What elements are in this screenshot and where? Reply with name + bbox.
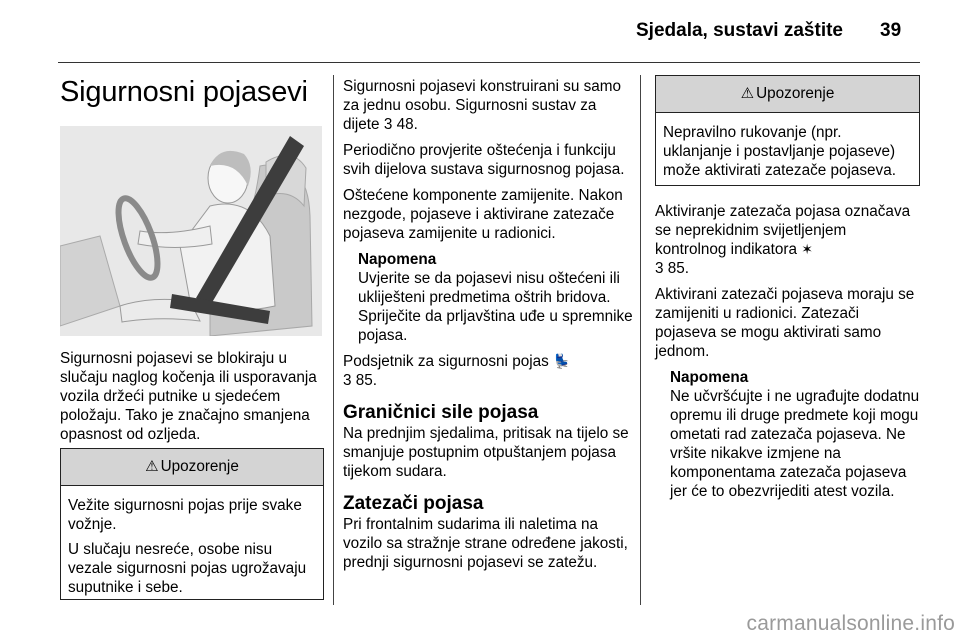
driver-seatbelt-drawing xyxy=(60,126,322,336)
watermark: carmanualsonline.info xyxy=(746,612,955,635)
activation-indicator-text: Aktiviranje zatezača pojasa označava se neprekidnim svijetljenjem kontrolnog indikatora ✶ 3 85. xyxy=(655,203,911,277)
section-title: Sigurnosni pojasevi xyxy=(60,76,308,108)
note-label: Napomena xyxy=(358,251,437,268)
page-number: 39 xyxy=(880,20,902,41)
warning-header xyxy=(656,76,919,113)
header-rule xyxy=(58,62,920,63)
warning-title: Upozorenje xyxy=(160,458,239,475)
note-label: Napomena xyxy=(670,369,749,386)
warning-text-2: U slučaju nesreće, osobe nisu vezale sigurnosni pojas ugrožavaju suputnike i sebe. xyxy=(68,541,307,596)
reminder-text: Podsjetnik za sigurnosni pojas 💺 3 85. xyxy=(343,353,571,389)
note-right xyxy=(655,368,920,501)
seatbelt-icon: 💺 xyxy=(553,353,571,369)
force-limiters-heading: Graničnici sile pojasa xyxy=(343,402,539,423)
periodic-check-text: Periodično provjerite oštećenja i funkciju svih dijelova sustava sigurnosnog pojasa. xyxy=(343,142,625,178)
warning-triangle-icon: ⚠ xyxy=(145,458,159,475)
force-limiters-text: Na prednjim sjedalima, pritisak na tijelo se smanjuje postupnim otpuštanjem pojasa tijekom sudara. xyxy=(343,425,629,480)
single-person-text: Sigurnosni pojasevi konstruirani su samo za jednu osobu. Sigurnosni sustav za dijete 3 48. xyxy=(343,78,622,133)
seatbelt-intro-text: Sigurnosni pojasevi se blokiraju u slučaju naglog kočenja ili usporavanja vozila držeći putnike u sjedećem položaju. Tako je značajno smanjena opasnost od ozljeda. xyxy=(60,350,317,443)
pretensioners-text: Pri frontalnim sudarima ili naletima na vozilo sa stražnje strane određene jakosti, prednji sigurnosni pojasevi se zatežu. xyxy=(343,516,628,571)
warning-title: Upozorenje xyxy=(756,85,835,102)
seatbelt-illustration xyxy=(60,126,322,336)
warning-box-right xyxy=(655,75,920,186)
warning-box-left xyxy=(60,448,324,600)
warning-triangle-icon: ⚠ xyxy=(740,85,755,102)
warning-header xyxy=(61,449,323,486)
warning-text: Nepravilno rukovanje (npr. uklanjanje i postavljanje pojaseve) može aktivirati zatezače pojaseva. xyxy=(663,124,896,179)
page-header-title: Sjedala, sustavi zaštite xyxy=(636,20,843,41)
replace-components-text: Oštećene komponente zamijenite. Nakon nezgode, pojaseve i aktivirane zatezače pojaseva zamijenite u radionici. xyxy=(343,187,623,242)
note-text: Uvjerite se da pojasevi nisu oštećeni ili ukliješteni predmetima oštrih bridova. Spriječite da prljavština uđe u spremnike pojasa. xyxy=(358,270,633,344)
warning-body xyxy=(656,113,919,192)
column-divider-left xyxy=(333,75,334,605)
pretensioners-heading: Zatezači pojasa xyxy=(343,493,484,514)
column-divider-right xyxy=(640,75,641,605)
airbag-indicator-icon: ✶ xyxy=(801,241,813,257)
replace-pretensioners-text: Aktivirani zatezači pojaseva moraju se zamijeniti u radionici. Zatezači pojaseva se mogu aktivirati samo jednom. xyxy=(655,286,915,360)
page-ref-48[interactable]: 3 48. xyxy=(383,116,418,133)
warning-body xyxy=(61,486,323,609)
note-middle xyxy=(343,250,633,345)
page-ref-85[interactable]: 3 85. xyxy=(655,260,690,277)
page-ref-85[interactable]: 3 85. xyxy=(343,372,378,389)
note-text: Ne učvršćujte i ne ugrađujte dodatnu opremu ili druge predmete koji mogu ometati rad zatezača pojaseva. Ne vršite nikakve izmjene na komponentama zatezača pojaseva jer će to obezvrijediti atest vozila. xyxy=(670,388,920,500)
warning-text-1: Vežite sigurnosni pojas prije svake vožnje. xyxy=(68,497,302,533)
